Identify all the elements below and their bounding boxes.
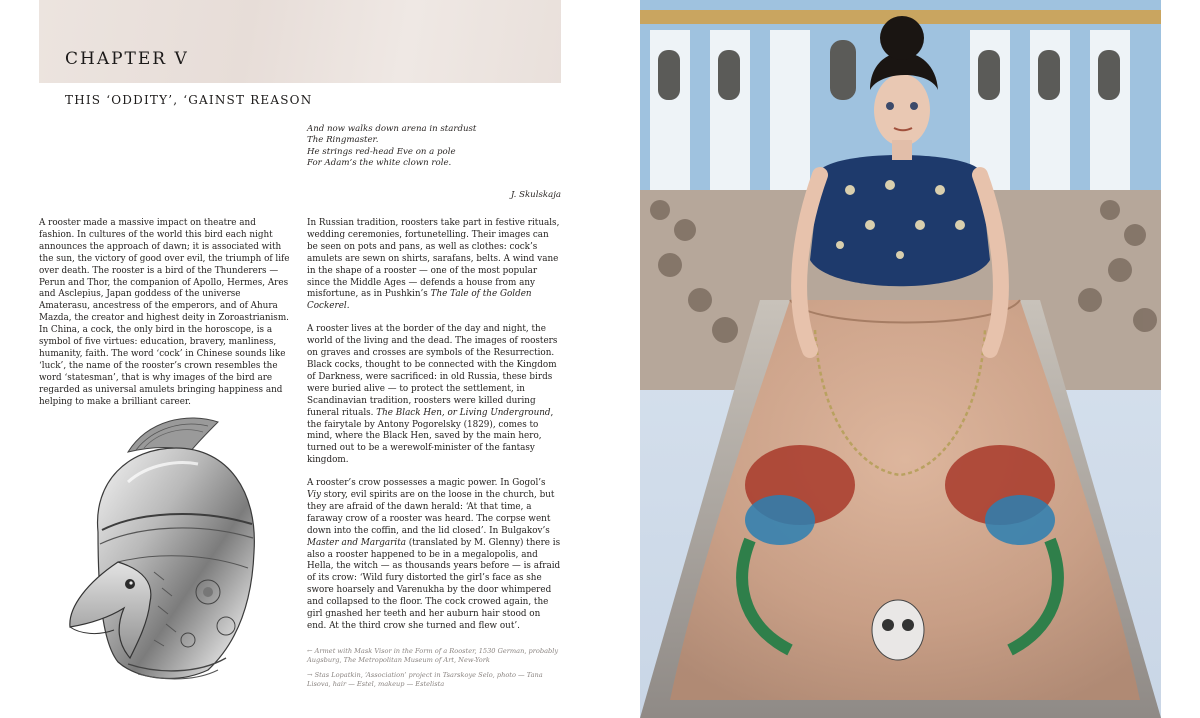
right-page xyxy=(600,0,1200,718)
paragraph-text: In Russian tradition, roosters take part in festive rituals, wedding ceremonies, fortunetelling. Their images can be seen on pots and pans, as well as clothes: cock’s amulets are sewn on shirts, sarafans, belts. A wind vane in the shape of a rooster — one of the most popular since the Middle Ages — defends a house from any misfortune, as in Pushkin’s xyxy=(307,218,560,300)
epigraph xyxy=(307,124,561,170)
chapter-subtitle: THIS ‘ODDITY’, ‘GAINST REASON xyxy=(65,93,313,107)
paragraph-text: A rooster lives at the border of the day and night, the world of the living and the dead. The images of roosters on graves and crosses are symbols of the Resurrection. Black cocks, thought to be connected with the Kingdom of Darkness, were sacrificed: in old Russia, these birds were buried alive — to protect the settlement, in Scandinavian tradition, roosters were killed during funeral rituals. xyxy=(307,324,558,418)
epigraph-line: He strings red-head Eve on a pole xyxy=(307,146,456,157)
epigraph-line: The Ringmaster. xyxy=(307,135,379,146)
rooster-helmet-image xyxy=(58,412,273,687)
epigraph-line: And now walks down arena in stardust xyxy=(307,124,477,134)
chapter-title: CHAPTER V xyxy=(65,49,189,69)
image-captions xyxy=(307,647,562,695)
book-title: The Black Hen, or Living Underground xyxy=(376,407,551,418)
paragraph-text: story, evil spirits are on the loose in the church, but they are afraid of the dawn herald: ‘At that time, a faraway crow of a rooster was heard. The corpse went down into the coffin, and the lid closed’. In Bulgakov’s xyxy=(307,490,555,536)
epigraph-author: J. Skulskaja xyxy=(510,190,561,200)
body-paragraph xyxy=(307,218,562,313)
helmet-caption: ← Armet with Mask Visor in the Form of a Rooster, 1530 German, probably Augsburg, The Metropolitan Museum of Art, New-York xyxy=(307,647,559,664)
chapter-header-band xyxy=(39,0,561,83)
body-paragraph xyxy=(307,324,562,467)
photo-caption: → Stas Lopatkin, ‘Association’ project in Tsarskoye Selo, photo — Tana Lisova, hair — Estel, makeup — Estelista xyxy=(307,671,543,688)
right-text-column xyxy=(307,218,562,644)
paragraph-text: , the fairytale by Antony Pogorelsky (1829), comes to mind, where the Black Hen, saved by the main hero, turned out to be a werewolf-minister of the fantasy kingdom. xyxy=(307,407,554,466)
body-paragraph: A rooster made a massive impact on theatre and fashion. In cultures of the world this bird each night announces the approach of dawn; it is associated with the sun, the victory of good over evil, the triumph of life over death. The rooster is a bird of the Thunderers — Perun and Thor, the companion of Apollo, Hermes, Ares and Asclepius, Japan goddess of the universe Amaterasu, ancestress of the emperors, and of Ahura Mazda, the creator and highest deity in Zoroastrianism. In China, a cock, the only bird in the horoscope, is a symbol of five virtues: education, bravery, manliness, humanity, faith. The word ‘cock’ in Chinese sounds like ‘luck’, the name of the rooster’s crown resembles the word ‘statesman’, that is why images of the bird are regarded as universal amulets bringing happiness and helping to make a brilliant career. xyxy=(39,218,290,407)
book-title: Master and Margarita xyxy=(307,537,406,548)
paragraph-text: . xyxy=(346,301,350,312)
book-title: The Tale of the Golden Cockerel xyxy=(307,289,532,312)
fashion-runway-photo xyxy=(640,0,1161,718)
book-title: Viy xyxy=(307,490,321,501)
paragraph-text: A rooster’s crow possesses a magic power. In Gogol’s xyxy=(307,478,546,489)
left-text-column xyxy=(39,218,290,420)
paragraph-text: (translated by M. Glenny) there is also a rooster happened to be in a megalopolis, and Hella, the witch — as thousands years before — is afraid of its crow: ‘Wild fury distorted the girl’s face as she swore hoarsely and Varenukha by the door whimpered and collapsed to the floor. The cock crowed again, the girl gnashed her teeth and her auburn hair stood on end. At the third crow she turned and flew out’. xyxy=(307,537,561,631)
body-paragraph xyxy=(307,478,562,633)
epigraph-line: For Adam’s the white clown role. xyxy=(307,158,452,169)
